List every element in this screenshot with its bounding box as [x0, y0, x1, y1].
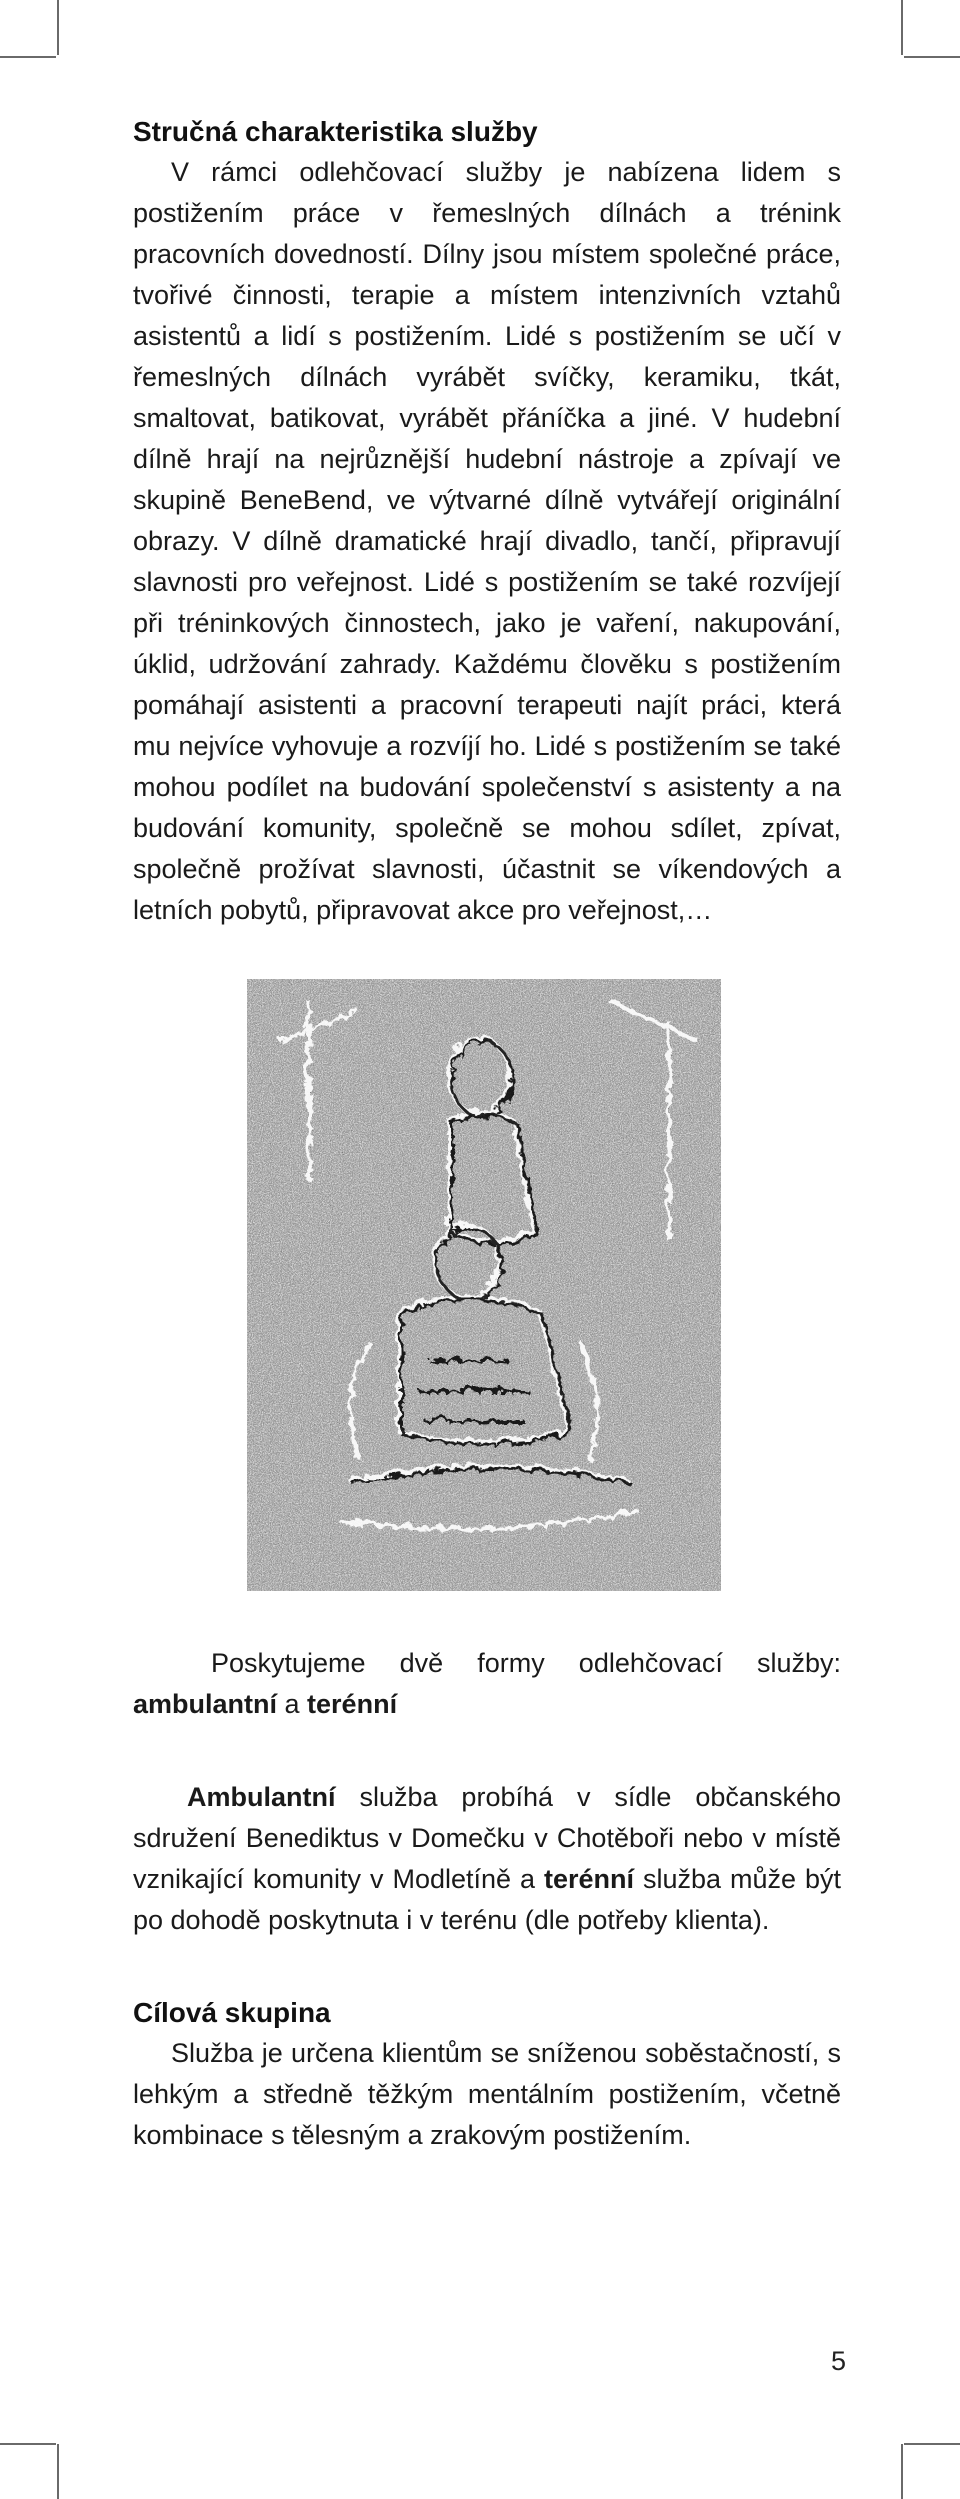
- ambulant-word: Ambulantní: [187, 1782, 336, 1812]
- page-content: [133, 112, 841, 2156]
- section-heading-characteristics: Stručná charakteristika služby: [133, 116, 538, 147]
- crop-mark-top-left-horizontal: [0, 56, 56, 58]
- page-number: 5: [830, 2346, 846, 2376]
- crop-mark-bottom-right-vertical: [901, 2444, 903, 2499]
- crop-mark-top-left-vertical: [57, 0, 59, 55]
- target-group-paragraph: Služba je určena klientům se sníženou soběstačností, s lehkým a středně těžkým mentálním postižením, včetně kombinace s tělesným a zrakovým postižením.: [133, 2038, 841, 2150]
- forms-ambulant: ambulantní: [133, 1689, 278, 1719]
- forms-conjunction: a: [277, 1689, 308, 1719]
- crop-mark-bottom-left-vertical: [57, 2444, 59, 2499]
- forms-field: terénní: [307, 1689, 398, 1719]
- forms-intro: Poskytujeme dvě formy odlehčovací služby:: [211, 1648, 841, 1678]
- embossed-photo: [247, 979, 721, 1591]
- section-heading-target-group: Cílová skupina: [133, 1997, 331, 2028]
- crop-mark-top-right-horizontal: [904, 56, 960, 58]
- ambulant-text-2: služba může být po dohodě poskytnuta i v terénu (dle potřeby klienta).: [133, 1864, 841, 1935]
- crop-mark-bottom-right-horizontal: [904, 2443, 960, 2445]
- ambulant-paragraph: [133, 1777, 841, 1941]
- field-word: terénní: [543, 1864, 635, 1894]
- characteristics-paragraph: V rámci odlehčovací služby je nabízena lidem s postižením práce v řemeslných dílnách a trénink pracovních dovedností. Dílny jsou místem společné práce, tvořivé činnosti, terapie a místem intenzivních vztahů asistentů a lidí s postižením. Lidé s postižením se učí v řemeslných dílnách vyrábět svíčky, keramiku, tkát, smaltovat, batikovat, vyrábět přáníčka a jiné. V hudební dílně hrají na nejrůznější hudební nástroje a zpívají ve skupině BeneBend, ve výtvarné dílně vytvářejí originální obrazy. V dílně dramatické hrají divadlo, tančí, připravují slavnosti pro veřejnost. Lidé s postižením se také rozvíjejí při tréninkových činnostech, jako je vaření, nakupování, úklid, udržování zahrady. Každému člověku s postižením pomáhají asistenti a pracovní terapeuti najít práci, která mu nejvíce vyhovuje a rozvíjí ho. Lidé s postižením se také mohou podílet na budování společenství s asistenty a na budování komunity, společně se mohou sdílet, zpívat, společně prožívat slavnosti, účastnit se víkendových a letních pobytů, připravovat akce pro veřejnost,…: [133, 157, 841, 925]
- photo-seated-person-icon: [247, 979, 721, 1591]
- crop-mark-top-right-vertical: [901, 0, 903, 55]
- forms-paragraph: [133, 1643, 841, 1725]
- ambulant-text-1: služba probíhá v sídle občanského sdružení Benediktus v Domečku v Chotěboři nebo v místě vznikající komunity v Modletíně a: [133, 1782, 841, 1894]
- crop-mark-bottom-left-horizontal: [0, 2443, 56, 2445]
